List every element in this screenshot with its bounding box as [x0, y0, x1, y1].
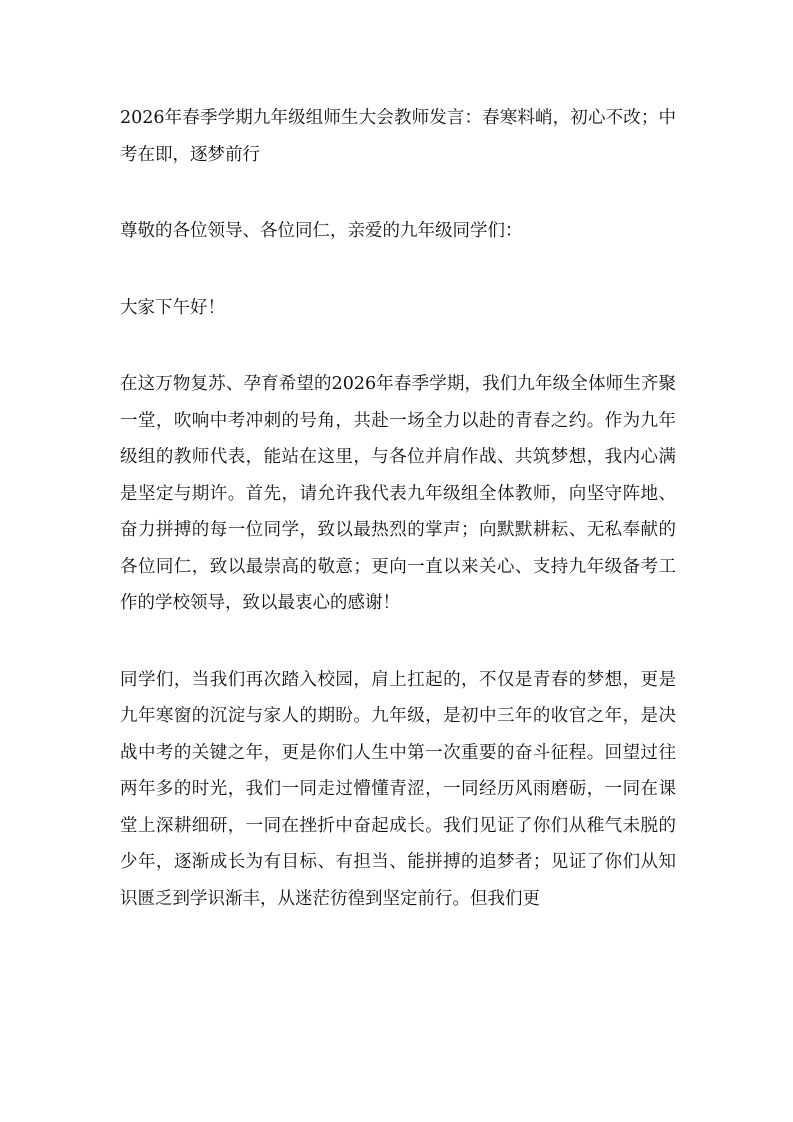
body-paragraph: 同学们，当我们再次踏入校园，肩上扛起的，不仅是青春的梦想，更是九年寒窗的沉淀与家人的期盼。九年级，是初中三年的收官之年，是决战中考的关键之年，更是你们人生中第一次重要的奋斗征程。回望过往两年多的时光，我们一同走过懵懂青涩，一同经历风雨磨砺，一同在课堂上深耕细研，一同在挫折中奋起成长。我们见证了你们从稚气未脱的少年，逐渐成长为有目标、有担当、能拼搏的追梦者；见证了你们从知识匮乏到学识渐丰，从迷茫彷徨到坚定前行。但我们更: [120, 669, 676, 909]
document-title: 2026年春季学期九年级组师生大会教师发言：春寒料峭，初心不改；中考在即，逐梦前行: [120, 108, 676, 165]
greeting: 大家下午好！: [120, 297, 225, 318]
document-page: [120, 100, 676, 917]
salutation: 尊敬的各位领导、各位同仁，亲爱的九年级同学们：: [120, 221, 523, 241]
body-paragraph: 在这万物复苏、孕育希望的2026年春季学期，我们九年级全体师生齐聚一堂，吹响中考冲刺的号角，共赴一场全力以赴的青春之约。作为九年级组的教师代表，能站在这里，与各位并肩作战、共筑梦想，我内心满是坚定与期许。首先，请允许我代表九年级组全体教师，向坚守阵地、奋力拼搏的每一位同学，致以最热烈的掌声；向默默耕耘、无私奉献的各位同仁，致以最崇高的敬意；更向一直以来关心、支持九年级备考工作的学校领导，致以最衷心的感谢！: [120, 374, 676, 613]
